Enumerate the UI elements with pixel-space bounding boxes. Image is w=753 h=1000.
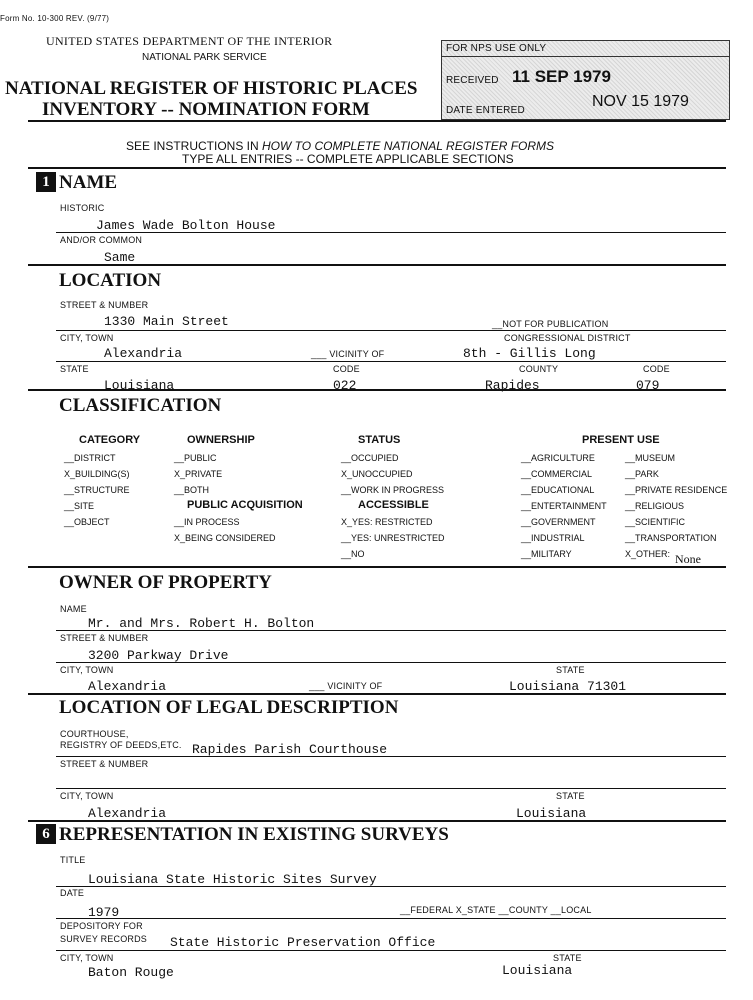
accessible-restricted: X_YES: RESTRICTED bbox=[341, 517, 433, 527]
location-state-label: STATE bbox=[60, 364, 89, 374]
category-heading: CATEGORY bbox=[79, 434, 141, 446]
owner-street-label: STREET & NUMBER bbox=[60, 633, 149, 643]
status-heading: STATUS bbox=[358, 434, 401, 446]
rule-6 bbox=[28, 820, 726, 822]
section-number-1: 1 bbox=[36, 172, 56, 192]
location-code2-label: CODE bbox=[643, 364, 670, 374]
section-legal-title: LOCATION OF LEGAL DESCRIPTION bbox=[59, 697, 399, 718]
survey-state-value: Louisiana bbox=[502, 963, 573, 978]
survey-levels: __FEDERAL X_STATE __COUNTY __LOCAL bbox=[400, 905, 592, 915]
rule-1 bbox=[28, 167, 726, 169]
legal-city-label: CITY, TOWN bbox=[60, 791, 114, 801]
owner-state-value: Louisiana 71301 bbox=[509, 679, 627, 694]
common-label: AND/OR COMMON bbox=[60, 235, 143, 245]
ownership-both: __BOTH bbox=[174, 485, 210, 495]
use-private-residence: __PRIVATE RESIDENCE bbox=[625, 485, 728, 495]
rule-city bbox=[56, 361, 726, 362]
section-surveys-title bbox=[36, 824, 449, 846]
ownership-private: X_PRIVATE bbox=[174, 469, 223, 479]
congress-value: 8th - Gillis Long bbox=[463, 346, 596, 361]
use-museum: __MUSEUM bbox=[625, 453, 676, 463]
use-agriculture: __AGRICULTURE bbox=[521, 453, 595, 463]
instructions-text: SEE INSTRUCTIONS IN bbox=[126, 139, 263, 153]
section-location-title: LOCATION bbox=[59, 270, 162, 291]
use-other-value: None bbox=[675, 552, 701, 566]
location-county-label: COUNTY bbox=[519, 364, 559, 374]
depository-label-2: SURVEY RECORDS bbox=[60, 934, 147, 944]
use-entertainment: __ENTERTAINMENT bbox=[521, 501, 607, 511]
location-city-label: CITY, TOWN bbox=[60, 333, 114, 343]
department-name: UNITED STATES DEPARTMENT OF THE INTERIOR bbox=[46, 34, 333, 48]
status-occupied: __OCCUPIED bbox=[341, 453, 399, 463]
present-use-heading: PRESENT USE bbox=[582, 434, 660, 446]
section-name-title bbox=[36, 172, 117, 194]
instructions-emphasis: HOW TO COMPLETE NATIONAL REGISTER FORMS bbox=[262, 139, 555, 153]
received-stamp: 11 SEP 1979 bbox=[512, 67, 611, 86]
rule-4 bbox=[28, 566, 726, 568]
section-name-text: NAME bbox=[59, 172, 118, 193]
category-building: X_BUILDING(S) bbox=[64, 469, 130, 479]
category-structure: __STRUCTURE bbox=[64, 485, 130, 495]
legal-city-value: Alexandria bbox=[88, 806, 167, 821]
survey-city-value: Baton Rouge bbox=[88, 965, 174, 980]
rule-legal-street bbox=[56, 788, 726, 789]
nps-heading: FOR NPS USE ONLY bbox=[446, 43, 547, 54]
accessible-unrestricted: __YES: UNRESTRICTED bbox=[341, 533, 445, 543]
accessible-heading: ACCESSIBLE bbox=[358, 499, 429, 511]
location-city-value: Alexandria bbox=[104, 346, 183, 361]
courthouse-label-1: COURTHOUSE, bbox=[60, 729, 129, 739]
use-military: __MILITARY bbox=[521, 549, 572, 559]
survey-city-label: CITY, TOWN bbox=[60, 953, 114, 963]
location-code2-value: 079 bbox=[636, 378, 660, 393]
form-title-line1: NATIONAL REGISTER OF HISTORIC PLACES bbox=[5, 78, 418, 99]
use-educational: __EDUCATIONAL bbox=[521, 485, 595, 495]
nps-divider bbox=[442, 56, 729, 57]
depository-label-1: DEPOSITORY FOR bbox=[60, 921, 143, 931]
instructions-line2: TYPE ALL ENTRIES -- COMPLETE APPLICABLE SECTIONS bbox=[182, 152, 514, 166]
section-number-6: 6 bbox=[36, 824, 56, 844]
acquisition-heading: PUBLIC ACQUISITION bbox=[187, 499, 303, 511]
use-religious: __RELIGIOUS bbox=[625, 501, 685, 511]
date-entered-stamp: NOV 15 1979 bbox=[592, 93, 689, 110]
survey-title-label: TITLE bbox=[60, 855, 86, 865]
ownership-public: __PUBLIC bbox=[174, 453, 217, 463]
rule-2 bbox=[28, 264, 726, 266]
rule-depository bbox=[56, 950, 726, 951]
courthouse-value: Rapides Parish Courthouse bbox=[192, 742, 388, 757]
use-scientific: __SCIENTIFIC bbox=[625, 517, 686, 527]
location-street-label: STREET & NUMBER bbox=[60, 300, 149, 310]
rule-5 bbox=[28, 693, 726, 695]
survey-date-value: 1979 bbox=[88, 905, 120, 920]
location-code-value: 022 bbox=[333, 378, 357, 393]
use-government: __GOVERNMENT bbox=[521, 517, 596, 527]
rule-owner-street bbox=[56, 662, 726, 663]
category-district: __DISTRICT bbox=[64, 453, 116, 463]
status-work-in-progress: __WORK IN PROGRESS bbox=[341, 485, 445, 495]
historic-label: HISTORIC bbox=[60, 203, 105, 213]
use-other: X_OTHER: bbox=[625, 549, 671, 559]
use-commercial: __COMMERCIAL bbox=[521, 469, 593, 479]
owner-city-value: Alexandria bbox=[88, 679, 167, 694]
depository-value: State Historic Preservation Office bbox=[170, 935, 436, 950]
form-title-line2: INVENTORY -- NOMINATION FORM bbox=[42, 99, 370, 120]
received-label: RECEIVED bbox=[446, 75, 499, 86]
section-owner-title: OWNER OF PROPERTY bbox=[59, 572, 272, 593]
common-value: Same bbox=[104, 250, 136, 265]
owner-street-value: 3200 Parkway Drive bbox=[88, 648, 229, 663]
use-transportation: __TRANSPORTATION bbox=[625, 533, 717, 543]
rule-owner-name bbox=[56, 630, 726, 631]
form-number: Form No. 10-300 REV. (9/77) bbox=[0, 14, 110, 23]
survey-date-label: DATE bbox=[60, 888, 85, 898]
owner-name-label: NAME bbox=[60, 604, 87, 614]
rule-3 bbox=[28, 389, 726, 391]
owner-name-value: Mr. and Mrs. Robert H. Bolton bbox=[88, 616, 315, 631]
category-site: __SITE bbox=[64, 501, 95, 511]
rule-historic bbox=[56, 232, 726, 233]
instructions-line1 bbox=[126, 139, 554, 153]
date-entered-label: DATE ENTERED bbox=[446, 105, 525, 116]
owner-state-label: STATE bbox=[556, 665, 585, 675]
rule-survey-title bbox=[56, 886, 726, 887]
historic-value: James Wade Bolton House bbox=[96, 218, 276, 233]
rule-street bbox=[56, 330, 726, 331]
section-surveys-text: REPRESENTATION IN EXISTING SURVEYS bbox=[59, 824, 449, 845]
owner-vicinity: ___ VICINITY OF bbox=[309, 681, 383, 691]
status-unoccupied: X_UNOCCUPIED bbox=[341, 469, 413, 479]
courthouse-label-2: REGISTRY OF DEEDS,ETC. bbox=[60, 740, 182, 750]
owner-city-label: CITY, TOWN bbox=[60, 665, 114, 675]
not-for-publication: __NOT FOR PUBLICATION bbox=[492, 319, 609, 329]
survey-title-value: Louisiana State Historic Sites Survey bbox=[88, 872, 377, 887]
rule-survey-date bbox=[56, 918, 726, 919]
location-county-value: Rapides bbox=[485, 378, 540, 393]
category-object: __OBJECT bbox=[64, 517, 110, 527]
legal-state-label: STATE bbox=[556, 791, 585, 801]
accessible-no: __NO bbox=[341, 549, 365, 559]
acquisition-in-process: __IN PROCESS bbox=[174, 517, 240, 527]
header-rule bbox=[28, 120, 726, 122]
legal-street-label: STREET & NUMBER bbox=[60, 759, 149, 769]
nps-use-box bbox=[441, 40, 730, 120]
survey-state-label: STATE bbox=[553, 953, 582, 963]
location-street-value: 1330 Main Street bbox=[104, 314, 229, 329]
ownership-heading: OWNERSHIP bbox=[187, 434, 255, 446]
location-vicinity: ___ VICINITY OF bbox=[311, 349, 385, 359]
use-industrial: __INDUSTRIAL bbox=[521, 533, 585, 543]
service-name: NATIONAL PARK SERVICE bbox=[142, 52, 267, 63]
location-code-label: CODE bbox=[333, 364, 360, 374]
location-state-value: Louisiana bbox=[104, 378, 175, 393]
congress-label: CONGRESSIONAL DISTRICT bbox=[504, 333, 631, 343]
section-classification-title: CLASSIFICATION bbox=[59, 395, 222, 416]
legal-state-value: Louisiana bbox=[516, 806, 587, 821]
acquisition-being-considered: X_BEING CONSIDERED bbox=[174, 533, 276, 543]
rule-courthouse bbox=[56, 756, 726, 757]
use-park: __PARK bbox=[625, 469, 659, 479]
